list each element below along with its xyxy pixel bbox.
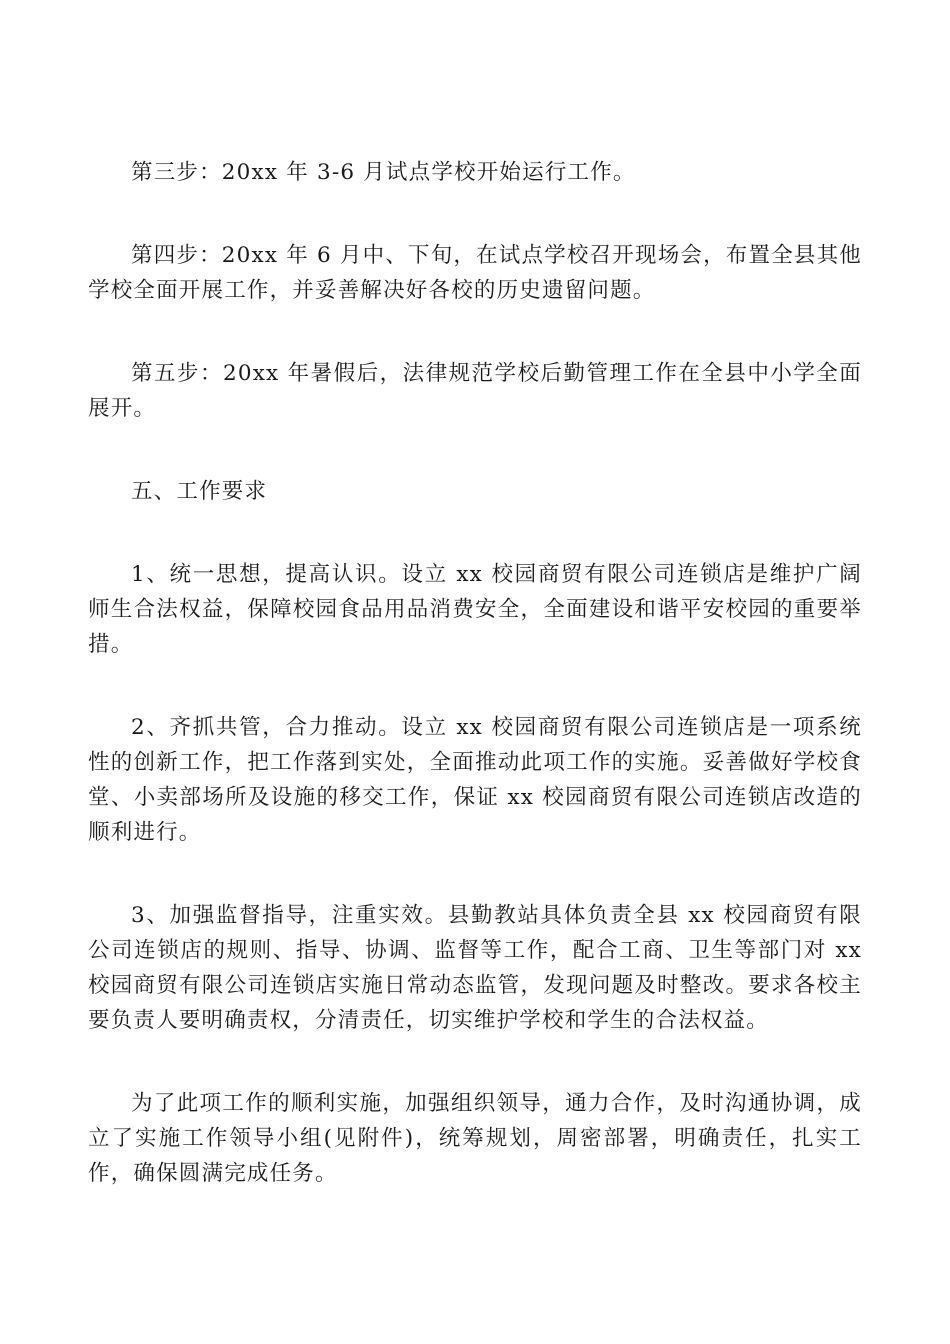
paragraph-requirement-3: 3、加强监督指导，注重实效。县勤教站具体负责全县 xx 校园商贸有限公司连锁店的规则、指导、协调、监督等工作，配合工商、卫生等部门对 xx 校园商贸有限公司连锁店实施日常动态监管，发现问题及时整改。要求各校主要负责人要明确责权，分清责任，切实维护学校和学生的合法权益。 <box>88 903 862 1033</box>
document-body <box>88 155 862 1239</box>
paragraph-step-five: 第五步：20xx 年暑假后，法律规范学校后勤管理工作在全县中小学全面展开。 <box>88 361 862 421</box>
paragraph-step-four: 第四步：20xx 年 6 月中、下旬，在试点学校召开现场会，布置全县其他学校全面开展工作，并妥善解决好各校的历史遗留问题。 <box>88 243 862 303</box>
section-heading-work-requirements: 五、工作要求 <box>131 479 268 504</box>
paragraph-conclusion: 为了此项工作的顺利实施，加强组织领导，通力合作，及时沟通协调，成立了实施工作领导小组(见附件)，统筹规划，周密部署，明确责任，扎实工作，确保圆满完成任务。 <box>88 1091 862 1186</box>
paragraph-requirement-1: 1、统一思想，提高认识。设立 xx 校园商贸有限公司连锁店是维护广阔师生合法权益，保障校园食品用品消费安全，全面建设和谐平安校园的重要举措。 <box>88 562 862 657</box>
paragraph-step-three: 第三步：20xx 年 3-6 月试点学校开始运行工作。 <box>131 160 636 185</box>
paragraph-requirement-2: 2、齐抓共管，合力推动。设立 xx 校园商贸有限公司连锁店是一项系统性的创新工作，把工作落到实处，全面推动此项工作的实施。妥善做好学校食堂、小卖部场所及设施的移交工作，保证 xx 校园商贸有限公司连锁店改造的顺利进行。 <box>88 715 862 845</box>
